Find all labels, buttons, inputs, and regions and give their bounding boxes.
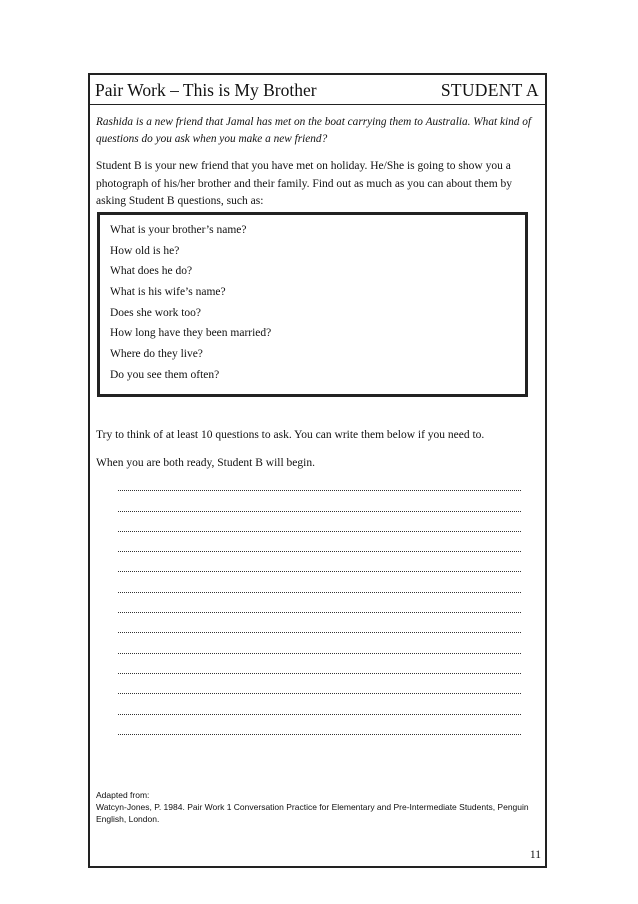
start-instruction: When you are both ready, Student B will begin.: [96, 457, 315, 469]
question-item: What does he do?: [110, 265, 193, 278]
answer-line[interactable]: [118, 678, 521, 698]
answer-line[interactable]: [118, 658, 521, 678]
question-item: Does she work too?: [110, 306, 202, 319]
answer-line[interactable]: [118, 536, 521, 556]
dotted-rule: [118, 714, 521, 715]
question-item: What is his wife’s name?: [110, 286, 226, 299]
title-row: [95, 80, 539, 104]
dotted-rule: [118, 734, 521, 735]
answer-line[interactable]: [118, 637, 521, 657]
dotted-rule: [118, 592, 521, 593]
question-item: How old is he?: [110, 244, 180, 257]
dotted-rule: [118, 571, 521, 572]
dotted-rule: [118, 531, 521, 532]
source-credit: [96, 789, 536, 825]
page-title: Pair Work – This is My Brother: [95, 80, 317, 100]
intro-text: Rashida is a new friend that Jamal has met on the boat carrying them to Australia. What kind of questions do you ask when you make a new friend?: [96, 116, 532, 145]
answer-line[interactable]: [118, 516, 521, 536]
credit-label: Adapted from:: [96, 790, 150, 800]
task-instruction: Try to think of at least 10 questions to ask. You can write them below if you need to.: [96, 429, 485, 441]
question-item: Where do they live?: [110, 348, 203, 361]
dotted-rule: [118, 632, 521, 633]
credit-source: Watcyn-Jones, P. 1984. Pair Work 1 Conversation Practice for Elementary and Pre-Intermediate Students, Penguin English, London.: [96, 802, 529, 824]
answer-line[interactable]: [118, 617, 521, 637]
title-divider: [88, 104, 547, 105]
dotted-rule: [118, 673, 521, 674]
writing-lines: [118, 475, 521, 739]
dotted-rule: [118, 511, 521, 512]
dotted-rule: [118, 653, 521, 654]
question-item: Do you see them often?: [110, 368, 220, 381]
answer-line[interactable]: [118, 556, 521, 576]
question-item: What is your brother’s name?: [110, 224, 247, 236]
page-number: 11: [529, 849, 541, 861]
answer-line[interactable]: [118, 576, 521, 596]
answer-line[interactable]: [118, 475, 521, 495]
answer-line[interactable]: [118, 698, 521, 718]
answer-line[interactable]: [118, 597, 521, 617]
instructions-paragraph: Student B is your new friend that you have met on holiday. He/She is going to show you a photograph of his/her brother and their family. Find out as much as you can about them by asking Student B questions, such as:: [96, 160, 513, 207]
question-item: How long have they been married?: [110, 327, 272, 340]
answer-line[interactable]: [118, 719, 521, 739]
dotted-rule: [118, 490, 521, 491]
question-list: [110, 222, 510, 388]
dotted-rule: [118, 693, 521, 694]
dotted-rule: [118, 551, 521, 552]
answer-line[interactable]: [118, 495, 521, 515]
dotted-rule: [118, 612, 521, 613]
student-label: STUDENT A: [440, 80, 539, 100]
